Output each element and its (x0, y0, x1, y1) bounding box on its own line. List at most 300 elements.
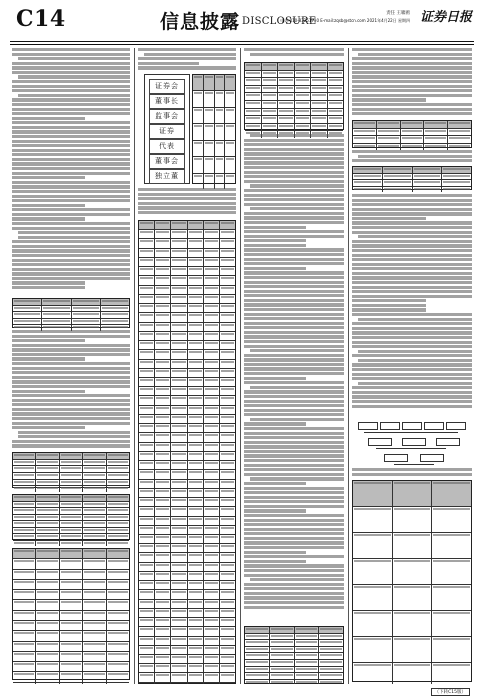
table-cell (36, 621, 59, 630)
stamp-label: 证券 (149, 124, 185, 139)
table-cell (393, 611, 433, 636)
table-cell (220, 609, 235, 617)
table-cell (424, 136, 448, 143)
table-row (139, 443, 235, 452)
text-line (244, 317, 344, 320)
table-cell (393, 507, 433, 532)
text-line (352, 395, 472, 398)
text-line (352, 386, 472, 389)
table-cell (204, 655, 220, 663)
table-cell (204, 124, 215, 139)
table-cell (245, 71, 262, 78)
table-cell (171, 600, 187, 608)
table-cell (42, 299, 71, 305)
table-cell (225, 157, 235, 172)
table-row (245, 653, 343, 660)
text-line (244, 363, 344, 366)
table-cell (42, 319, 71, 325)
table-cell (13, 460, 36, 466)
table-cell (432, 663, 471, 684)
text-line (244, 441, 344, 444)
table-cell (13, 502, 36, 508)
text-line (352, 281, 472, 284)
table-cell (101, 319, 129, 325)
text-line (244, 221, 344, 224)
data-table (12, 298, 130, 328)
table-cell (204, 387, 220, 395)
table-cell (171, 480, 187, 488)
table-cell (139, 276, 155, 284)
text-line (12, 344, 130, 347)
text-line (352, 221, 472, 224)
table-cell (188, 350, 204, 358)
table-cell (60, 600, 83, 609)
table-cell (155, 517, 171, 525)
text-line (244, 367, 344, 370)
text-line (244, 395, 344, 398)
table-row (139, 526, 235, 535)
text-line (352, 286, 472, 289)
table-cell (36, 652, 59, 661)
table-row (139, 433, 235, 442)
data-table (12, 452, 130, 488)
table-cell (107, 495, 129, 501)
table-cell (188, 489, 204, 497)
table-cell (204, 646, 220, 654)
table-row (245, 78, 343, 86)
text-line (244, 48, 344, 51)
table-cell (188, 480, 204, 488)
table-cell (188, 323, 204, 331)
table-cell (393, 533, 433, 558)
table-cell (171, 655, 187, 663)
table-cell (188, 433, 204, 441)
table-cell (83, 549, 106, 558)
text-line (250, 386, 344, 389)
table-row (13, 621, 129, 631)
table-cell (139, 581, 155, 589)
table-row (193, 75, 235, 91)
text-line (12, 153, 130, 156)
table-cell (448, 121, 471, 128)
table-cell (220, 433, 235, 441)
flowchart-node (358, 422, 378, 430)
table-cell (319, 667, 343, 673)
table-cell (245, 673, 270, 679)
table-cell (171, 276, 187, 284)
table-cell (442, 180, 471, 186)
table-cell (401, 121, 425, 128)
table-cell (204, 75, 215, 90)
text-line (244, 596, 344, 599)
table-cell (204, 480, 220, 488)
text-line (244, 253, 344, 256)
table-cell (188, 637, 204, 645)
text-line (244, 226, 306, 229)
table-cell (220, 452, 235, 460)
table-cell (188, 304, 204, 312)
table-cell (220, 249, 235, 257)
text-line (244, 413, 344, 416)
text-line (352, 226, 472, 229)
table-cell (204, 258, 220, 266)
table-cell (13, 662, 36, 671)
table-cell (171, 258, 187, 266)
stamp-label: 董事会 (149, 154, 185, 169)
text-line (244, 322, 344, 325)
table-cell (171, 378, 187, 386)
table-row (139, 424, 235, 433)
text-line (358, 382, 472, 385)
table-row (245, 627, 343, 634)
table-cell (220, 646, 235, 654)
table-cell (204, 323, 220, 331)
text-line (18, 231, 130, 234)
table-cell (204, 664, 220, 672)
table-cell (155, 332, 171, 340)
table-cell (220, 664, 235, 672)
table-cell (36, 480, 59, 486)
flowchart-node (402, 422, 422, 430)
data-table (244, 62, 344, 130)
table-cell (215, 141, 226, 156)
table-cell (155, 461, 171, 469)
table-cell (139, 618, 155, 626)
table-cell (193, 91, 204, 106)
text-line (352, 377, 472, 380)
table-cell (107, 515, 129, 521)
table-cell (204, 378, 220, 386)
table-cell (188, 230, 204, 238)
data-table (12, 548, 130, 680)
text-line (352, 258, 472, 261)
table-cell (245, 640, 270, 646)
table-cell (220, 498, 235, 506)
table-cell (36, 611, 59, 620)
table-cell (262, 101, 279, 108)
table-cell (36, 521, 59, 527)
table-cell (193, 108, 204, 123)
table-cell (193, 174, 204, 189)
column-3 (244, 48, 344, 684)
table-cell (155, 553, 171, 561)
table-cell (139, 369, 155, 377)
table-cell (36, 515, 59, 521)
text-line (244, 326, 344, 329)
table-row (139, 249, 235, 258)
table-cell (107, 662, 129, 671)
text-line (244, 555, 344, 558)
text-line (352, 94, 472, 97)
table-row (139, 378, 235, 387)
table-cell (155, 276, 171, 284)
table-cell (353, 611, 393, 636)
text-line (12, 245, 130, 248)
table-cell (171, 350, 187, 358)
table-cell (83, 508, 106, 514)
table-row (13, 683, 129, 684)
text-line (244, 276, 344, 279)
text-line (352, 373, 472, 376)
table-cell (83, 559, 106, 568)
text-line (352, 71, 472, 74)
table-cell (328, 93, 344, 100)
data-table (244, 626, 344, 684)
table-cell (139, 572, 155, 580)
text-line (12, 394, 130, 397)
table-cell (188, 267, 204, 275)
table-cell (204, 239, 220, 247)
table-row (13, 460, 129, 467)
table-cell (139, 489, 155, 497)
text-line (12, 62, 130, 65)
table-cell (171, 304, 187, 312)
table-cell (13, 570, 36, 579)
table-cell (220, 470, 235, 478)
table-row (139, 341, 235, 350)
text-line (12, 399, 130, 402)
table-cell (319, 627, 343, 633)
table-cell (262, 86, 279, 93)
table-cell (155, 443, 171, 451)
table-row (139, 304, 235, 313)
table-cell (13, 672, 36, 681)
table-cell (60, 642, 83, 651)
table-row (139, 470, 235, 479)
text-line (250, 418, 344, 421)
table-cell (432, 585, 471, 610)
table-cell (204, 517, 220, 525)
table-cell (107, 631, 129, 640)
table-cell (171, 637, 187, 645)
table-cell (245, 93, 262, 100)
table-cell (60, 528, 83, 534)
table-cell (83, 466, 106, 472)
data-table (352, 480, 472, 682)
text-line (12, 53, 130, 56)
table-cell (220, 360, 235, 368)
text-line (244, 583, 344, 586)
table-cell (225, 174, 235, 189)
text-block (138, 188, 236, 215)
text-line (138, 48, 236, 51)
table-cell (220, 258, 235, 266)
table-cell (60, 631, 83, 640)
text-line (358, 359, 472, 362)
text-line (144, 53, 236, 56)
table-cell (278, 86, 295, 93)
table-cell (171, 572, 187, 580)
table-cell (155, 249, 171, 257)
text-line (352, 108, 472, 111)
text-line (358, 318, 472, 321)
table-cell (295, 101, 312, 108)
text-line (244, 409, 344, 412)
table-cell (413, 187, 443, 193)
table-row (245, 640, 343, 647)
table-cell (36, 642, 59, 651)
table-cell (60, 570, 83, 579)
table-row (139, 267, 235, 276)
table-cell (83, 486, 106, 492)
text-line (12, 117, 85, 120)
text-line (352, 363, 472, 366)
table-cell (107, 480, 129, 486)
table-row (245, 647, 343, 654)
table-cell (60, 502, 83, 508)
text-line (244, 354, 344, 357)
table-cell (432, 481, 471, 506)
table-cell (139, 452, 155, 460)
table-cell (107, 502, 129, 508)
text-line (352, 208, 472, 211)
table-cell (220, 304, 235, 312)
table-cell (13, 683, 36, 684)
table-row (139, 581, 235, 590)
text-line (352, 276, 472, 279)
text-line (244, 216, 344, 219)
table-cell (83, 611, 106, 620)
column-divider (240, 48, 241, 684)
text-line (250, 134, 344, 137)
table-cell (353, 174, 383, 180)
table-row (353, 136, 471, 144)
table-cell (60, 559, 83, 568)
table-cell (328, 63, 344, 70)
table-cell (139, 590, 155, 598)
table-row (139, 480, 235, 489)
table-cell (60, 662, 83, 671)
table-cell (83, 570, 106, 579)
text-line (244, 427, 344, 430)
table-row (245, 673, 343, 680)
table-cell (424, 121, 448, 128)
table-cell (171, 470, 187, 478)
table-cell (204, 249, 220, 257)
table-cell (107, 580, 129, 589)
table-cell (155, 609, 171, 617)
table-cell (188, 572, 204, 580)
table-cell (432, 559, 471, 584)
flowchart-node (424, 422, 444, 430)
table-cell (155, 600, 171, 608)
text-line (352, 85, 472, 88)
table-cell (107, 508, 129, 514)
data-table (352, 166, 472, 190)
table-cell (442, 167, 471, 173)
table-row (13, 549, 129, 559)
table-cell (155, 406, 171, 414)
table-row (353, 663, 471, 684)
table-cell (36, 559, 59, 568)
table-cell (328, 101, 344, 108)
table-row (139, 600, 235, 609)
text-line (12, 176, 85, 179)
table-row (245, 86, 343, 94)
table-cell (204, 498, 220, 506)
text-line (12, 263, 130, 266)
table-cell (353, 637, 393, 662)
table-cell (328, 78, 344, 85)
table-cell (193, 141, 204, 156)
table-cell (188, 443, 204, 451)
table-cell (353, 663, 393, 684)
table-cell (188, 600, 204, 608)
table-cell (245, 124, 262, 131)
table-cell (155, 304, 171, 312)
masthead-rule-thin (10, 44, 474, 45)
table-row (13, 652, 129, 662)
text-line (12, 254, 130, 257)
table-cell (188, 627, 204, 635)
table-row (139, 572, 235, 581)
table-cell (204, 609, 220, 617)
table-cell (107, 590, 129, 599)
text-line (352, 199, 472, 202)
table-cell (204, 157, 215, 172)
table-row (353, 533, 471, 559)
table-cell (188, 249, 204, 257)
table-cell (245, 653, 270, 659)
table-cell (188, 646, 204, 654)
table-cell (171, 452, 187, 460)
table-cell (101, 306, 129, 312)
text-line (12, 48, 130, 51)
table-cell (204, 461, 220, 469)
text-line (244, 175, 344, 178)
table-cell (107, 534, 129, 540)
table-cell (171, 627, 187, 635)
text-line (12, 371, 130, 374)
table-row (139, 646, 235, 655)
text-line (244, 551, 306, 554)
flowchart-connector (394, 464, 434, 465)
table-cell (188, 286, 204, 294)
table-cell (139, 609, 155, 617)
table-cell (278, 124, 295, 131)
table-row (353, 481, 471, 507)
table-row (193, 124, 235, 140)
table-cell (188, 535, 204, 543)
table-cell (60, 473, 83, 479)
data-table (192, 74, 236, 184)
text-line (12, 66, 130, 69)
table-cell (139, 627, 155, 635)
table-cell (83, 590, 106, 599)
table-cell (171, 581, 187, 589)
table-cell (188, 655, 204, 663)
text-line (12, 144, 130, 147)
text-line (244, 487, 344, 490)
table-cell (139, 424, 155, 432)
table-row (139, 507, 235, 516)
text-line (12, 112, 130, 115)
table-cell (13, 495, 36, 501)
table-cell (36, 600, 59, 609)
text-line (244, 308, 344, 311)
text-line (244, 390, 344, 393)
table-row (139, 323, 235, 332)
flowchart-node (436, 438, 460, 446)
text-line (352, 327, 472, 330)
table-cell (311, 109, 328, 116)
table-cell (432, 637, 471, 662)
table-cell (353, 121, 377, 128)
table-cell (245, 660, 270, 666)
table-cell (139, 267, 155, 275)
table-row (13, 306, 129, 313)
text-line (244, 303, 344, 306)
